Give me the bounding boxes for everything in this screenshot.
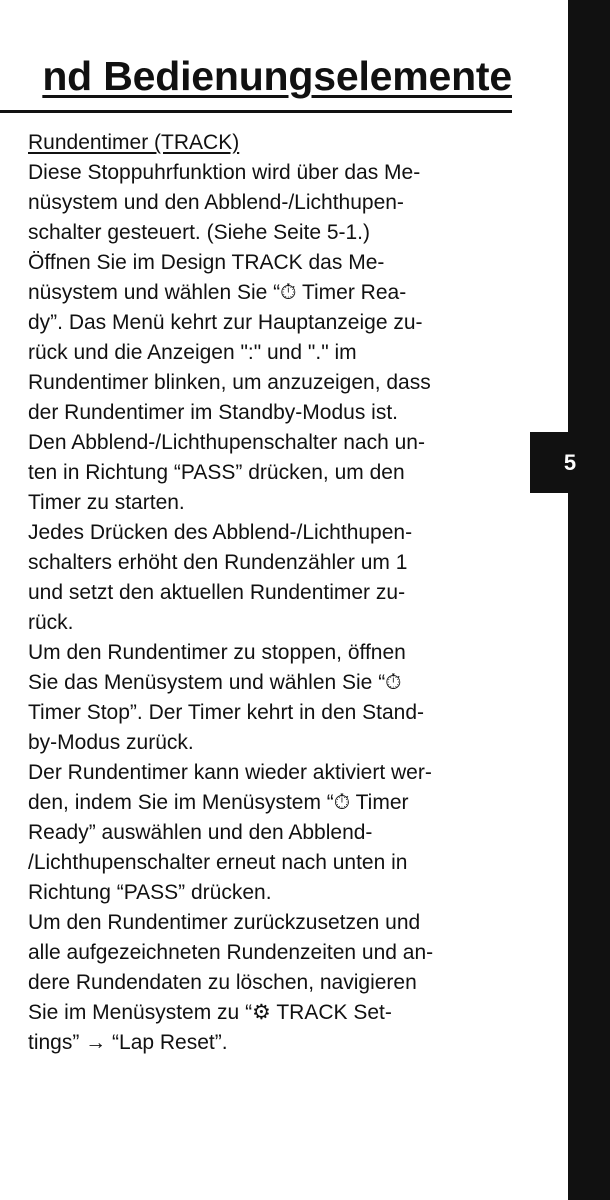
text-line: Diese Stoppuhrfunktion wird über das Me-: [28, 161, 421, 184]
chapter-number: 5: [563, 449, 577, 475]
section-content: [28, 128, 520, 1058]
text-line: ten in Richtung “PASS” drücken, um den: [28, 461, 405, 484]
text-line: Den Abblend-/Lichthupenschalter nach un-: [28, 431, 425, 454]
section-title: Rundentimer (TRACK): [28, 131, 240, 154]
text-line: und setzt den aktuellen Rundentimer zu-: [28, 581, 406, 604]
text-line: dere Rundendaten zu löschen, navigieren: [28, 971, 417, 994]
text-line: der Rundentimer im Standby-Modus ist.: [28, 401, 398, 424]
page-heading: [0, 48, 512, 113]
text-line: by-Modus zurück.: [28, 731, 194, 754]
side-bar: [568, 0, 610, 1200]
chapter-tab: [530, 432, 610, 493]
text-line: schalter gesteuert. (Siehe Seite 5-1.): [28, 221, 371, 244]
text-line: Rundentimer blinken, um anzuzeigen, dass: [28, 371, 431, 394]
text-line: Sie das Menüsystem und wählen Sie “⏱: [28, 671, 402, 694]
text-line: Jedes Drücken des Abblend-/Lichthupen-: [28, 521, 413, 544]
text-line: schalters erhöht den Rundenzähler um 1: [28, 551, 408, 574]
text-line: alle aufgezeichneten Rundenzeiten und an-: [28, 941, 434, 964]
text-line: dy”. Das Menü kehrt zur Hauptanzeige zu-: [28, 311, 423, 334]
text-line: nüsystem und wählen Sie “⏱ Timer Rea-: [28, 281, 407, 304]
text-line: Um den Rundentimer zu stoppen, öffnen: [28, 641, 406, 664]
text-line: Timer zu starten.: [28, 491, 185, 514]
text-line: den, indem Sie im Menüsystem “⏱ Timer: [28, 791, 409, 814]
text-line: nüsystem und den Abblend-/Lichthupen-: [28, 191, 404, 214]
text-line: Richtung “PASS” drücken.: [28, 881, 272, 904]
text-line: tings” → “Lap Reset”.: [28, 1031, 228, 1054]
text-line: rück.: [28, 611, 74, 634]
text-line: Timer Stop”. Der Timer kehrt in den Stand-: [28, 701, 425, 724]
text-line: /Lichthupenschalter erneut nach unten in: [28, 851, 408, 874]
page-title: nd Bedienungselemente: [42, 53, 512, 99]
text-line: Sie im Menüsystem zu “⚙ TRACK Set-: [28, 1001, 392, 1024]
text-line: rück und die Anzeigen ":" und "." im: [28, 341, 357, 364]
text-line: Der Rundentimer kann wieder aktiviert wer-: [28, 761, 432, 784]
text-line: Um den Rundentimer zurückzusetzen und: [28, 911, 421, 934]
text-line: Öffnen Sie im Design TRACK das Me-: [28, 251, 385, 274]
text-line: Ready” auswählen und den Abblend-: [28, 821, 373, 844]
